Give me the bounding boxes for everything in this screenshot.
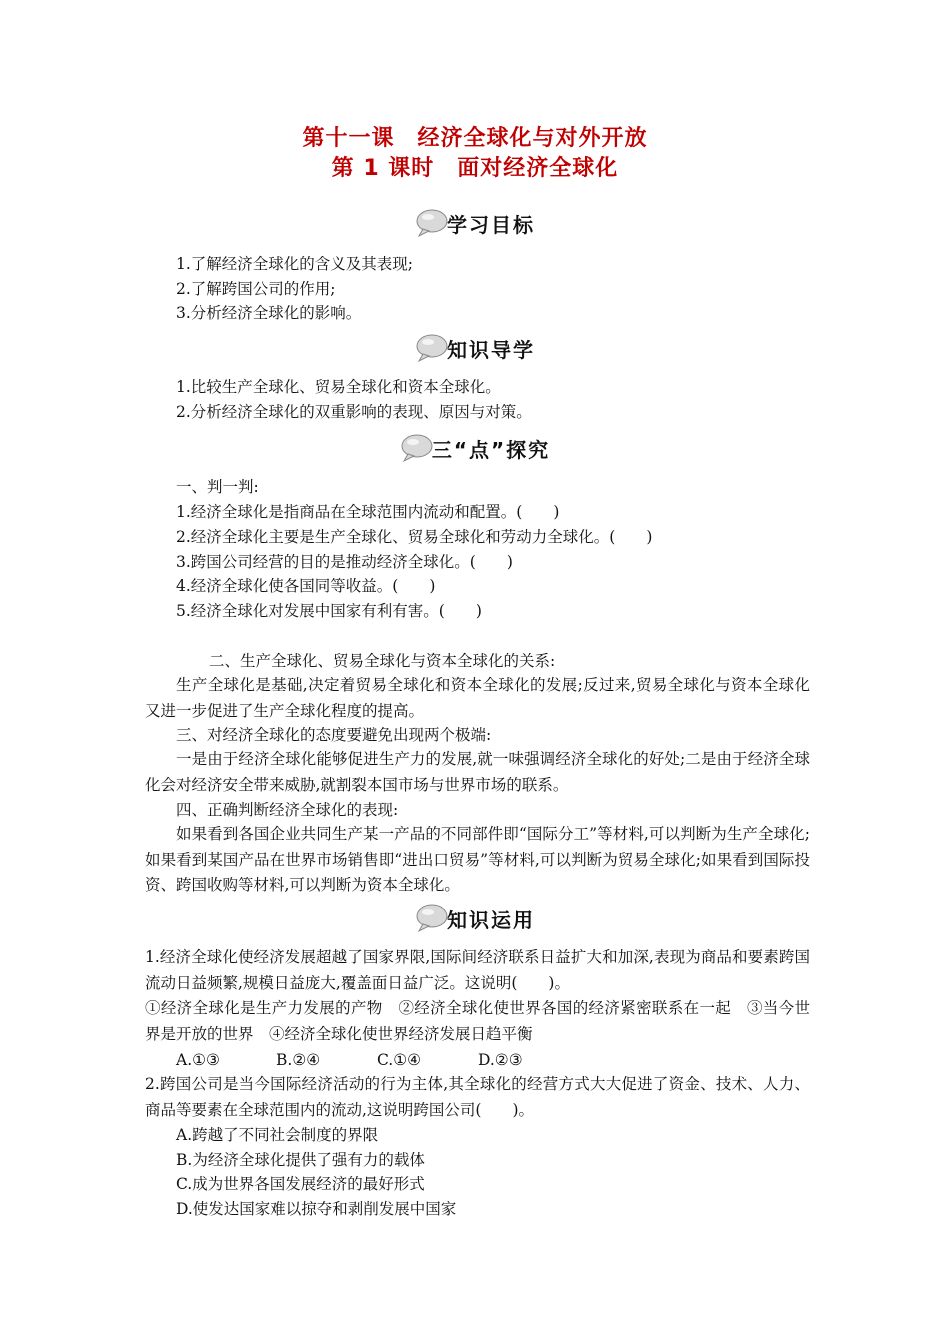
attitude-heading: 三、对经济全球化的态度要避免出现两个极端: bbox=[176, 726, 492, 744]
goal-item: 1.了解经济全球化的含义及其表现; bbox=[176, 255, 414, 273]
relation-heading: 二、生产全球化、贸易全球化与资本全球化的关系: bbox=[209, 652, 556, 670]
question-1-statements: ①经济全球化是生产力发展的产物 ②经济全球化使世界各国的经济紧密联系在一起 ③当今世界是开放的世界 ④经济全球化使世界经济发展日趋平衡 bbox=[145, 999, 810, 1043]
attitude-text: 一是由于经济全球化能够促进生产力的发展,就一味强调经济全球化的好处;二是由于经济全球化会对经济安全带来威胁,就割裂本国市场与世界市场的联系。 bbox=[145, 750, 810, 794]
lesson-subtitle: 第 1 课时 面对经济全球化 bbox=[331, 156, 619, 181]
section-label: 学习目标 bbox=[447, 212, 535, 237]
q1-option-c: C.①④ bbox=[377, 1051, 422, 1069]
q2-option-b: B.为经济全球化提供了强有力的载体 bbox=[176, 1151, 425, 1169]
judge-form-heading: 四、正确判断经济全球化的表现: bbox=[176, 801, 399, 819]
q2-option-a: A.跨越了不同社会制度的界限 bbox=[176, 1126, 379, 1144]
question-1-stem: 1.经济全球化使经济发展超越了国家界限,国际间经济联系日益扩大和加深,表现为商品和要素跨国流动日益频繁,规模日益庞大,覆盖面日益广泛。这说明( )。 bbox=[145, 948, 810, 992]
judge-heading: 一、判一判: bbox=[176, 478, 259, 496]
q1-option-a: A.①③ bbox=[176, 1051, 220, 1069]
judge-item: 5.经济全球化对发展中国家有利有害。( ) bbox=[176, 602, 482, 620]
judge-item: 4.经济全球化使各国同等收益。( ) bbox=[176, 577, 436, 595]
q2-option-c: C.成为世界各国发展经济的最好形式 bbox=[176, 1175, 425, 1193]
section-header-apply bbox=[0, 898, 950, 938]
section-header-guide bbox=[0, 328, 950, 368]
goal-item: 2.了解跨国公司的作用; bbox=[176, 280, 336, 298]
q1-option-d: D.②③ bbox=[478, 1051, 523, 1069]
judge-item: 2.经济全球化主要是生产全球化、贸易全球化和劳动力全球化。( ) bbox=[176, 528, 653, 546]
section-header-goals bbox=[0, 203, 950, 243]
guide-item: 2.分析经济全球化的双重影响的表现、原因与对策。 bbox=[176, 403, 532, 421]
section-label: 知识运用 bbox=[447, 907, 535, 932]
q2-option-d: D.使发达国家难以掠夺和剥削发展中国家 bbox=[176, 1200, 457, 1218]
lesson-title: 第十一课 经济全球化与对外开放 bbox=[302, 126, 648, 151]
section-label: 知识导学 bbox=[447, 337, 535, 362]
judge-item: 3.跨国公司经营的目的是推动经济全球化。( ) bbox=[176, 553, 513, 571]
guide-item: 1.比较生产全球化、贸易全球化和资本全球化。 bbox=[176, 378, 501, 396]
section-label: 三“点”探究 bbox=[431, 437, 551, 462]
section-header-explore bbox=[0, 428, 950, 468]
relation-text: 生产全球化是基础,决定着贸易全球化和资本全球化的发展;反过来,贸易全球化与资本全球化又进一步促进了生产全球化程度的提高。 bbox=[145, 676, 810, 720]
judge-item: 1.经济全球化是指商品在全球范围内流动和配置。( ) bbox=[176, 503, 560, 521]
q1-option-b: B.②④ bbox=[276, 1051, 321, 1069]
goal-item: 3.分析经济全球化的影响。 bbox=[176, 304, 362, 322]
judge-form-text: 如果看到各国企业共同生产某一产品的不同部件即“国际分工”等材料,可以判断为生产全球化;如果看到某国产品在世界市场销售即“进出口贸易”等材料,可以判断为贸易全球化;如果看到国际投资、跨国收购等材料,可以判断为资本全球化。 bbox=[145, 825, 810, 894]
question-2-stem: 2.跨国公司是当今国际经济活动的行为主体,其全球化的经营方式大大促进了资金、技术、人力、商品等要素在全球范围内的流动,这说明跨国公司( )。 bbox=[145, 1075, 810, 1119]
